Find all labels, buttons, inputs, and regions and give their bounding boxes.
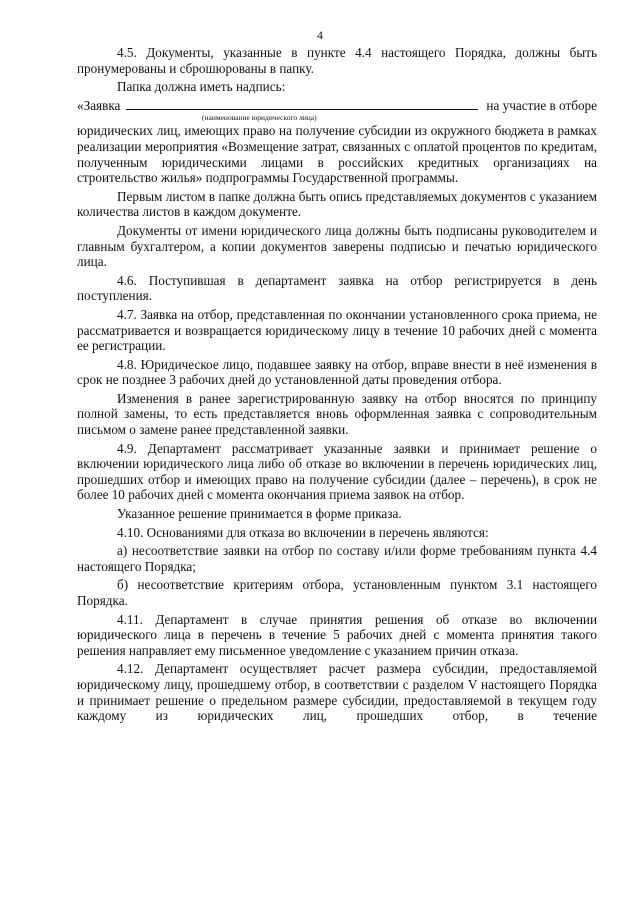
application-title-continuation: юридических лиц, имеющих право на получение субсидии из окружного бюджета в рамках реализации мероприятия «Возмещение затрат, связанных с оплатой процентов по кредитам, полученным юридическими лицами в российских кредитных организациях на строительство жилья» подпрограммы Государственной программы. <box>77 123 597 186</box>
paragraph-4-5: 4.5. Документы, указанные в пункте 4.4 настоящего Порядка, должны быть пронумерованы и сброшюрованы в папку. <box>77 45 597 76</box>
paragraph-4-6: 4.6. Поступившая в департамент заявка на отбор регистрируется в день поступления. <box>77 272 597 304</box>
paragraph-4-12: 4.12. Департамент осуществляет расчет размера субсидии, предоставляемой юридическому лицу, прошедшему отбор, в соответствии с разделом V настоящего Порядка и принимает решение о предельном размере субсидии, предоставляемой в текущем году каждому из юридических лиц, прошедших отбор, в течение <box>77 661 597 724</box>
signature-paragraph: Документы от имени юридического лица должны быть подписаны руководителем и главным бухгалтером, а копии документов заверены подписью и печатью юридического лица. <box>77 222 597 270</box>
paragraph-4-8: 4.8. Юридическое лицо, подавшее заявку на отбор, вправе внести в неё изменения в срок не позднее 3 рабочих дней до установленной даты проведения отбора. <box>77 356 597 388</box>
first-sheet-paragraph: Первым листом в папке должна быть опись представляемых документов с указанием количества листов в каждом документе. <box>77 188 597 220</box>
folder-label: Папка должна иметь надпись: <box>117 79 286 95</box>
decision-paragraph: Указанное решение принимается в форме приказа. <box>117 506 402 522</box>
organization-name-caption: (наименование юридического лица) <box>202 113 317 123</box>
document-body <box>77 45 597 727</box>
paragraph-4-10-a: а) несоответствие заявки на отбор по составу и/или форме требованиям пункта 4.4 настоящего Порядка; <box>77 543 597 574</box>
paragraph-4-9: 4.9. Департамент рассматривает указанные заявки и принимает решение о включении юридического лица либо об отказе во включении в перечень юридических лиц, прошедших отбор и имеющих право на получение субсидии (далее – перечень), в срок не более 10 рабочих дней с момента окончания приема заявок на отбор. <box>77 440 597 503</box>
paragraph-4-11: 4.11. Департамент в случае принятия решения об отказе во включении юридического лица в перечень в течение 5 рабочих дней с момента принятия такого решения направляет ему письменное уведомление с указанием причин отказа. <box>77 611 597 658</box>
paragraph-4-10: 4.10. Основаниями для отказа во включении в перечень являются: <box>117 524 489 540</box>
changes-paragraph: Изменения в ранее зарегистрированную заявку на отбор вносятся по принципу полной замены, то есть представляется вновь оформленная заявка с сопроводительным письмом о замене ранее представленной заявки. <box>77 390 597 438</box>
page-number: 4 <box>317 28 323 42</box>
paragraph-4-10-b: б) несоответствие критериям отбора, установленным пунктом 3.1 настоящего Порядка. <box>77 577 597 608</box>
paragraph-4-7: 4.7. Заявка на отбор, представленная по окончании установленного срока приема, не рассматривается и возвращается юридическому лицу в течение 10 рабочих дней с момента ее регистрации. <box>77 306 597 354</box>
organization-name-blank <box>126 98 478 110</box>
application-suffix: на участие в отборе <box>486 97 597 113</box>
application-prefix: «Заявка <box>77 97 121 113</box>
application-title-line <box>77 98 597 114</box>
